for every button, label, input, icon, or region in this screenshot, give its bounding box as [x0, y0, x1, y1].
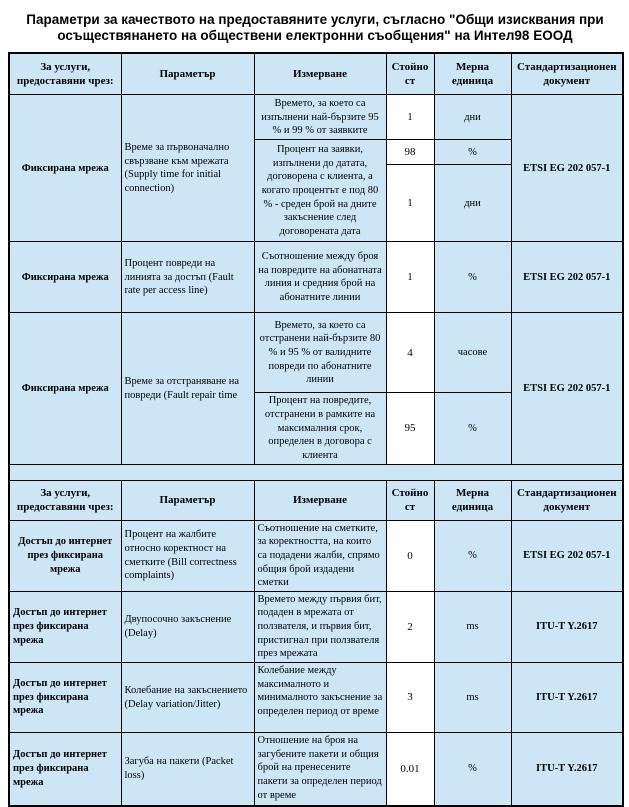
- service-cell: Фиксирана мрежа: [9, 95, 121, 242]
- measurement-cell: Съотношение на сметките, за коректността, на които са подадени жалби, спрямо общия брой издадени сметки: [254, 520, 386, 591]
- header-parameter: Параметър: [121, 480, 254, 520]
- table2-header-row: [9, 480, 623, 520]
- value-cell: 2: [386, 591, 434, 662]
- header-unit: Мерна единица: [434, 53, 511, 95]
- parameter-cell: Колебание на закъснението (Delay variation/Jitter): [121, 663, 254, 733]
- unit-cell: дни: [434, 165, 511, 242]
- value-cell: 0.01: [386, 733, 434, 806]
- table-row: [9, 663, 623, 733]
- header-standard: Стандартизационен документ: [511, 480, 623, 520]
- measurement-cell: Отношение на броя на загубените пакети и общия брой на пренесените пакети за определен период от време: [254, 733, 386, 806]
- separator-cell: [9, 464, 623, 480]
- unit-cell: %: [434, 733, 511, 806]
- header-measurement: Измерване: [254, 53, 386, 95]
- value-cell: 4: [386, 313, 434, 393]
- parameter-cell: Време за първоначално свързване към мрежата (Supply time for initial connection): [121, 95, 254, 242]
- page-title-line1: Параметри за качеството на предоставяните услуги, съгласно "Общи изисквания при: [26, 12, 604, 27]
- separator-row: [9, 464, 623, 480]
- table-row: [9, 95, 623, 140]
- value-cell: 95: [386, 393, 434, 464]
- unit-cell: ms: [434, 591, 511, 662]
- measurement-cell: Колебание между максималното и минималното закъснение за определен период от време: [254, 663, 386, 733]
- value-cell: 98: [386, 140, 434, 165]
- parameter-cell: Време за отстраняване на повреди (Fault repair time: [121, 313, 254, 464]
- page-title: [26, 12, 604, 45]
- standard-cell: ITU-T Y.2617: [511, 591, 623, 662]
- measurement-cell: Времето между първия бит, подаден в мрежата от ползвателя, и първия бит, пристигнал при ползвателя през мрежата: [254, 591, 386, 662]
- table-row: [9, 313, 623, 393]
- header-service: За услуги, предоставяни чрез:: [9, 53, 121, 95]
- header-unit: Мерна единица: [434, 480, 511, 520]
- table-row: [9, 242, 623, 313]
- measurement-cell: Процент на заявки, изпълнени до датата, договорена с клиента, а когато процентът е под 80 % - среден брой на дните закъснение след договорената дата: [254, 140, 386, 242]
- measurement-cell: Процент на повредите, отстранени в рамките на максималния срок, определен в договора с клиента: [254, 393, 386, 464]
- table-row: [9, 520, 623, 591]
- table-row: [9, 591, 623, 662]
- unit-cell: %: [434, 520, 511, 591]
- unit-cell: %: [434, 393, 511, 464]
- table1-header-row: [9, 53, 623, 95]
- measurement-cell: Съотношение между броя на повредите на абонатната линия и средния брой на абонатните линии: [254, 242, 386, 313]
- unit-cell: ms: [434, 663, 511, 733]
- value-cell: 3: [386, 663, 434, 733]
- standard-cell: ETSI EG 202 057-1: [511, 242, 623, 313]
- page-title-line2: осъществянането на обществени електронни съобщения" на Интел98 ЕООД: [57, 28, 573, 44]
- standard-cell: ITU-T Y.2617: [511, 663, 623, 733]
- qos-parameters-table: [8, 52, 624, 807]
- measurement-cell: Времето, за което са отстранени най-бързите 80 % и 95 % от валидните повреди по абонатните линии: [254, 313, 386, 393]
- service-cell: Фиксирана мрежа: [9, 242, 121, 313]
- service-cell: Достъп до интернет през фиксирана мрежа: [9, 520, 121, 591]
- header-measurement: Измерване: [254, 480, 386, 520]
- unit-cell: часове: [434, 313, 511, 393]
- measurement-cell: Времето, за което са изпълнени най-бързите 95 % и 99 % от заявките: [254, 95, 386, 140]
- table-row: [9, 733, 623, 806]
- header-parameter: Параметър: [121, 53, 254, 95]
- parameter-cell: Загуба на пакети (Packet loss): [121, 733, 254, 806]
- service-cell: Фиксирана мрежа: [9, 313, 121, 464]
- standard-cell: ETSI EG 202 057-1: [511, 313, 623, 464]
- standard-cell: ETSI EG 202 057-1: [511, 520, 623, 591]
- value-cell: 1: [386, 165, 434, 242]
- service-cell: Достъп до интернет през фиксирана мрежа: [9, 591, 121, 662]
- unit-cell: дни: [434, 95, 511, 140]
- value-cell: 0: [386, 520, 434, 591]
- header-standard: Стандартизационен документ: [511, 53, 623, 95]
- standard-cell: ETSI EG 202 057-1: [511, 95, 623, 242]
- service-cell: Достъп до интернет през фиксирана мрежа: [9, 663, 121, 733]
- unit-cell: %: [434, 242, 511, 313]
- value-cell: 1: [386, 242, 434, 313]
- parameter-cell: Двупосочно закъснение (Delay): [121, 591, 254, 662]
- header-value: Стойност: [386, 53, 434, 95]
- service-cell: Достъп до интернет през фиксирана мрежа: [9, 733, 121, 806]
- header-value: Стойност: [386, 480, 434, 520]
- header-service: За услуги, предоставяни чрез:: [9, 480, 121, 520]
- value-cell: 1: [386, 95, 434, 140]
- standard-cell: ITU-T Y.2617: [511, 733, 623, 806]
- unit-cell: %: [434, 140, 511, 165]
- parameter-cell: Процент повреди на линията за достъп (Fault rate per access line): [121, 242, 254, 313]
- parameter-cell: Процент на жалбите относно коректност на сметките (Bill correctness complaints): [121, 520, 254, 591]
